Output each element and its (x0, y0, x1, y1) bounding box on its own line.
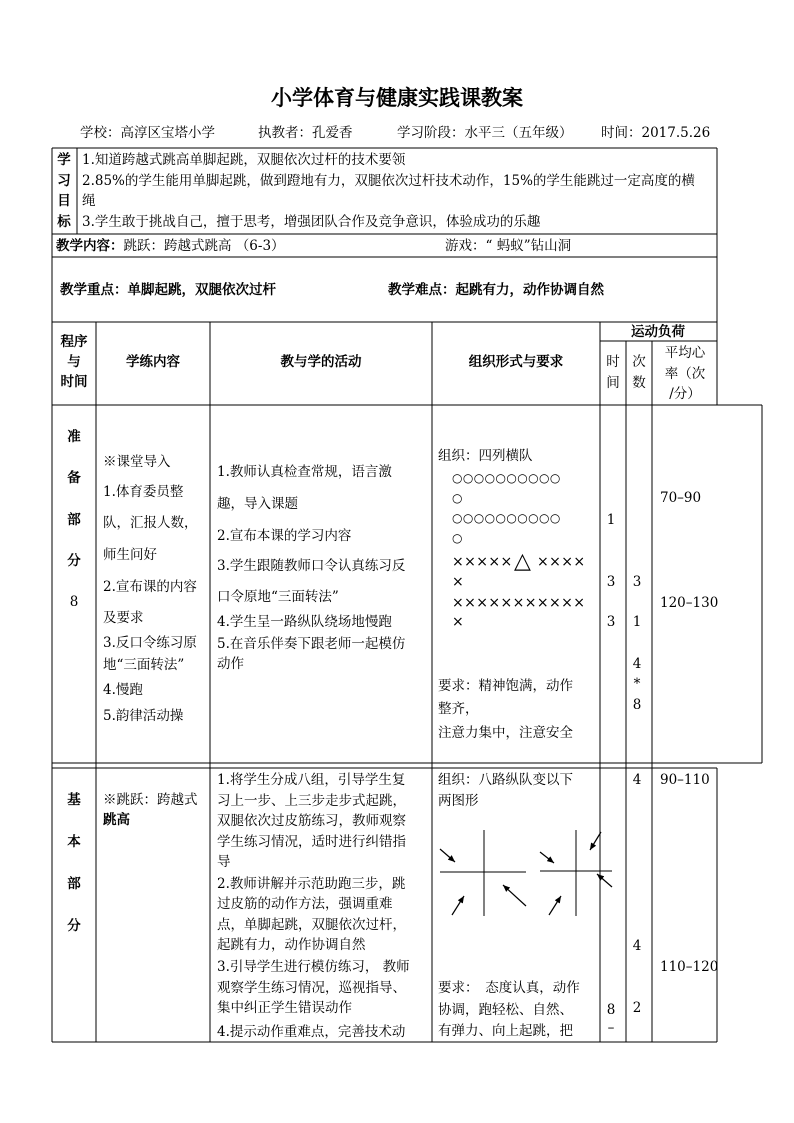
prep-activity-line: 动作 (217, 656, 244, 672)
prep-practice-line: ※课堂导入 (103, 454, 171, 470)
objective-line: 1.知道跨越式跳高单脚起跳，双腿依次过杆的技术要领 (82, 152, 406, 168)
objectives-label-char: 习 (57, 173, 71, 189)
header-heart-rate: /分） (669, 386, 701, 402)
formation-crosses-row: × (452, 574, 465, 590)
difficulties: 教学难点：起跳有力，动作协调自然 (388, 282, 604, 298)
header-count: 次 (632, 354, 646, 370)
prep-count-value: 8 (632, 697, 642, 713)
prep-minutes: 8 (69, 594, 79, 610)
prep-count-value: * (633, 676, 641, 692)
basic-activity-line: 起跳有力，动作协调自然 (217, 937, 366, 953)
basic-section-char: 本 (67, 834, 81, 850)
prep-practice-line: 地“三面转法” (103, 657, 185, 673)
prep-practice-line: 3.反口令练习原 (103, 635, 197, 651)
diagram2-arrow-right (597, 874, 612, 887)
objectives-label-char: 目 (57, 193, 71, 209)
basic-activity-line: 双腿依次过皮筋练习，教师观察 (217, 813, 406, 829)
formation-circles-row: ○○○○○○○○○○ (452, 511, 561, 525)
diagram2-arrow-top-right (590, 832, 601, 850)
teacher-triangle-icon: △ (514, 549, 531, 574)
prep-count-value: 1 (632, 614, 642, 630)
prep-activity-line: 1.教师认真检查常规，语言激 (217, 464, 392, 480)
basic-organization-title: 组织：八路纵队变以下 (438, 772, 573, 788)
objective-line: 绳 (82, 193, 96, 209)
diagram2-arrow-top-left (540, 852, 554, 863)
basic-count-value: 4 (632, 772, 642, 788)
prep-practice-line: 5.韵律活动操 (103, 708, 184, 724)
basic-activity-line: 1.将学生分成八组，引导学生复 (217, 772, 406, 788)
prep-activity-line: 2.宣布本课的学习内容 (217, 528, 352, 544)
basic-activity-line: 学生练习情况，适时进行纠错指 (217, 834, 406, 850)
prep-requirement-line: 整齐， (438, 701, 479, 717)
formation-crosses-row: ××××× (452, 554, 513, 570)
basic-activity-line: 导 (217, 854, 231, 870)
prep-requirement-line: 注意力集中，注意安全 (438, 725, 573, 741)
prep-practice-line: 1.体育委员整 (103, 484, 184, 500)
prep-section-char: 分 (67, 553, 81, 569)
prep-count-value: 4 (632, 656, 642, 672)
diagram2-arrow-bottom-left (549, 896, 561, 915)
prep-practice-line: 师生问好 (103, 547, 157, 563)
header-procedure: 程序 (60, 334, 88, 350)
prep-time-value: 3 (606, 574, 616, 590)
objective-line: 3.学生敢于挑战自己，擅于思考，增强团队合作及竞争意识，体验成功的乐趣 (82, 214, 541, 230)
header-count: 数 (632, 375, 646, 391)
prep-requirement-line: 要求：精神饱满，动作 (438, 678, 573, 694)
header-practice: 学练内容 (126, 354, 180, 370)
header-time: 间 (606, 375, 620, 391)
prep-time-value: 1 (606, 512, 616, 528)
info-date: 时间：2017.5.26 (601, 125, 711, 141)
basic-activity-line: 集中纠正学生错误动作 (217, 1000, 352, 1016)
prep-organization-title: 组织：四列横队 (438, 448, 533, 464)
basic-activity-line: 2.教师讲解并示范助跑三步，跳 (217, 876, 406, 892)
basic-activity-line: 4.提示动作重难点，完善技术动 (217, 1024, 406, 1040)
teaching-content (56, 238, 285, 254)
basic-organization-title: 两图形 (438, 793, 479, 809)
prep-practice-line: 4.慢跑 (103, 682, 143, 698)
objectives-label-char: 标 (57, 214, 71, 230)
basic-section-char: 分 (67, 918, 81, 934)
prep-activity-line: 5.在音乐伴奏下跟老师一起模仿 (217, 636, 406, 652)
basic-activity-line: 过皮筋的动作方法，强调重难 (217, 896, 393, 912)
header-heart-rate: 率（次 (664, 366, 706, 382)
prep-section-char: 准 (67, 429, 81, 445)
prep-time-value: 3 (606, 614, 616, 630)
basic-practice-line: 跳高 (103, 812, 130, 828)
prep-activity-line: 趣，导入课题 (217, 496, 298, 512)
basic-time-value: – (607, 1020, 615, 1036)
diagram1-arrow-bottom-right (503, 885, 526, 906)
basic-count-value: 4 (632, 938, 642, 954)
basic-activity-line: 观察学生练习情况，巡视指导、 (217, 980, 406, 996)
prep-activity-line: 口令原地“三面转法” (217, 589, 339, 605)
key-points: 教学重点：单脚起跳，双腿依次过杆 (60, 282, 276, 298)
prep-practice-line: 及要求 (103, 610, 144, 626)
basic-requirement-line: 有弹力、向上起跳，把 (438, 1023, 573, 1039)
diagram1-arrow-top-left (440, 849, 455, 862)
basic-requirement-line: 协调，跑轻松、自然、 (438, 1002, 573, 1018)
header-heart-rate: 平均心 (664, 345, 706, 361)
prep-heart-rate-value: 120–130 (660, 595, 719, 611)
teaching-content-value: 跳跃：跨越式跳高 （6-3） (123, 238, 285, 254)
prep-practice-line: 队，汇报人数， (103, 515, 198, 531)
formation-circles-row: ○ (452, 491, 463, 505)
prep-section-char: 备 (67, 470, 81, 486)
basic-practice-line: ※跳跃：跨越式 (103, 792, 198, 808)
prep-activity-line: 3.学生跟随教师口令认真练习反 (217, 558, 406, 574)
prep-activity-line: 4.学生呈一路纵队绕场地慢跑 (217, 614, 392, 630)
objective-line: 2.85%的学生能用单脚起跳，做到蹬地有力，双腿依次过杆技术动作，15%的学生能跳过一定高度的横 (82, 173, 695, 189)
formation-crosses-row: ×××× (537, 554, 586, 570)
formation-crosses-row: ××××××××××× (452, 595, 586, 611)
prep-practice-line: 2.宣布课的内容 (103, 579, 197, 595)
header-procedure: 与 (67, 354, 81, 370)
basic-activity-line: 3.引导学生进行模仿练习， 教师 (217, 959, 410, 975)
header-time: 时 (606, 354, 620, 370)
page-title: 小学体育与健康实践课教案 (271, 85, 523, 110)
info-stage: 学习阶段：水平三（五年级） (397, 125, 573, 141)
info-teacher: 执教者：孔爱香 (258, 125, 353, 141)
prep-section-char: 部 (67, 512, 81, 528)
formation-circles-row: ○ (452, 531, 463, 545)
header-activities: 教与学的活动 (280, 354, 362, 370)
header-procedure: 时间 (60, 374, 88, 390)
formation-crosses-row: × (452, 614, 465, 630)
basic-section-char: 部 (67, 876, 81, 892)
game-content: 游戏：“ 蚂蚁”钻山洞 (445, 238, 572, 254)
objectives-label-char: 学 (57, 152, 71, 168)
diagram1-arrow-bottom-left (452, 896, 464, 915)
header-load: 运动负荷 (631, 324, 685, 340)
header-organization: 组织形式与要求 (468, 354, 564, 370)
teaching-content-label: 教学内容： (56, 238, 124, 254)
basic-heart-rate-value: 110–120 (660, 959, 719, 975)
prep-count-value: 3 (632, 574, 642, 590)
basic-activity-line: 习上一步、上三步走步式起跳， (217, 793, 406, 809)
basic-section-char: 基 (67, 792, 81, 808)
basic-time-value: 8 (606, 1002, 616, 1018)
info-school: 学校：高淳区宝塔小学 (80, 125, 215, 141)
prep-heart-rate-value: 70–90 (660, 490, 702, 506)
basic-count-value: 2 (632, 1000, 642, 1016)
formation-circles-row: ○○○○○○○○○○ (452, 471, 561, 485)
basic-activity-line: 点，单脚起跳，双腿依次过杆， (217, 917, 406, 933)
basic-heart-rate-value: 90–110 (660, 772, 710, 788)
basic-requirement-line: 要求： 态度认真，动作 (438, 980, 580, 996)
